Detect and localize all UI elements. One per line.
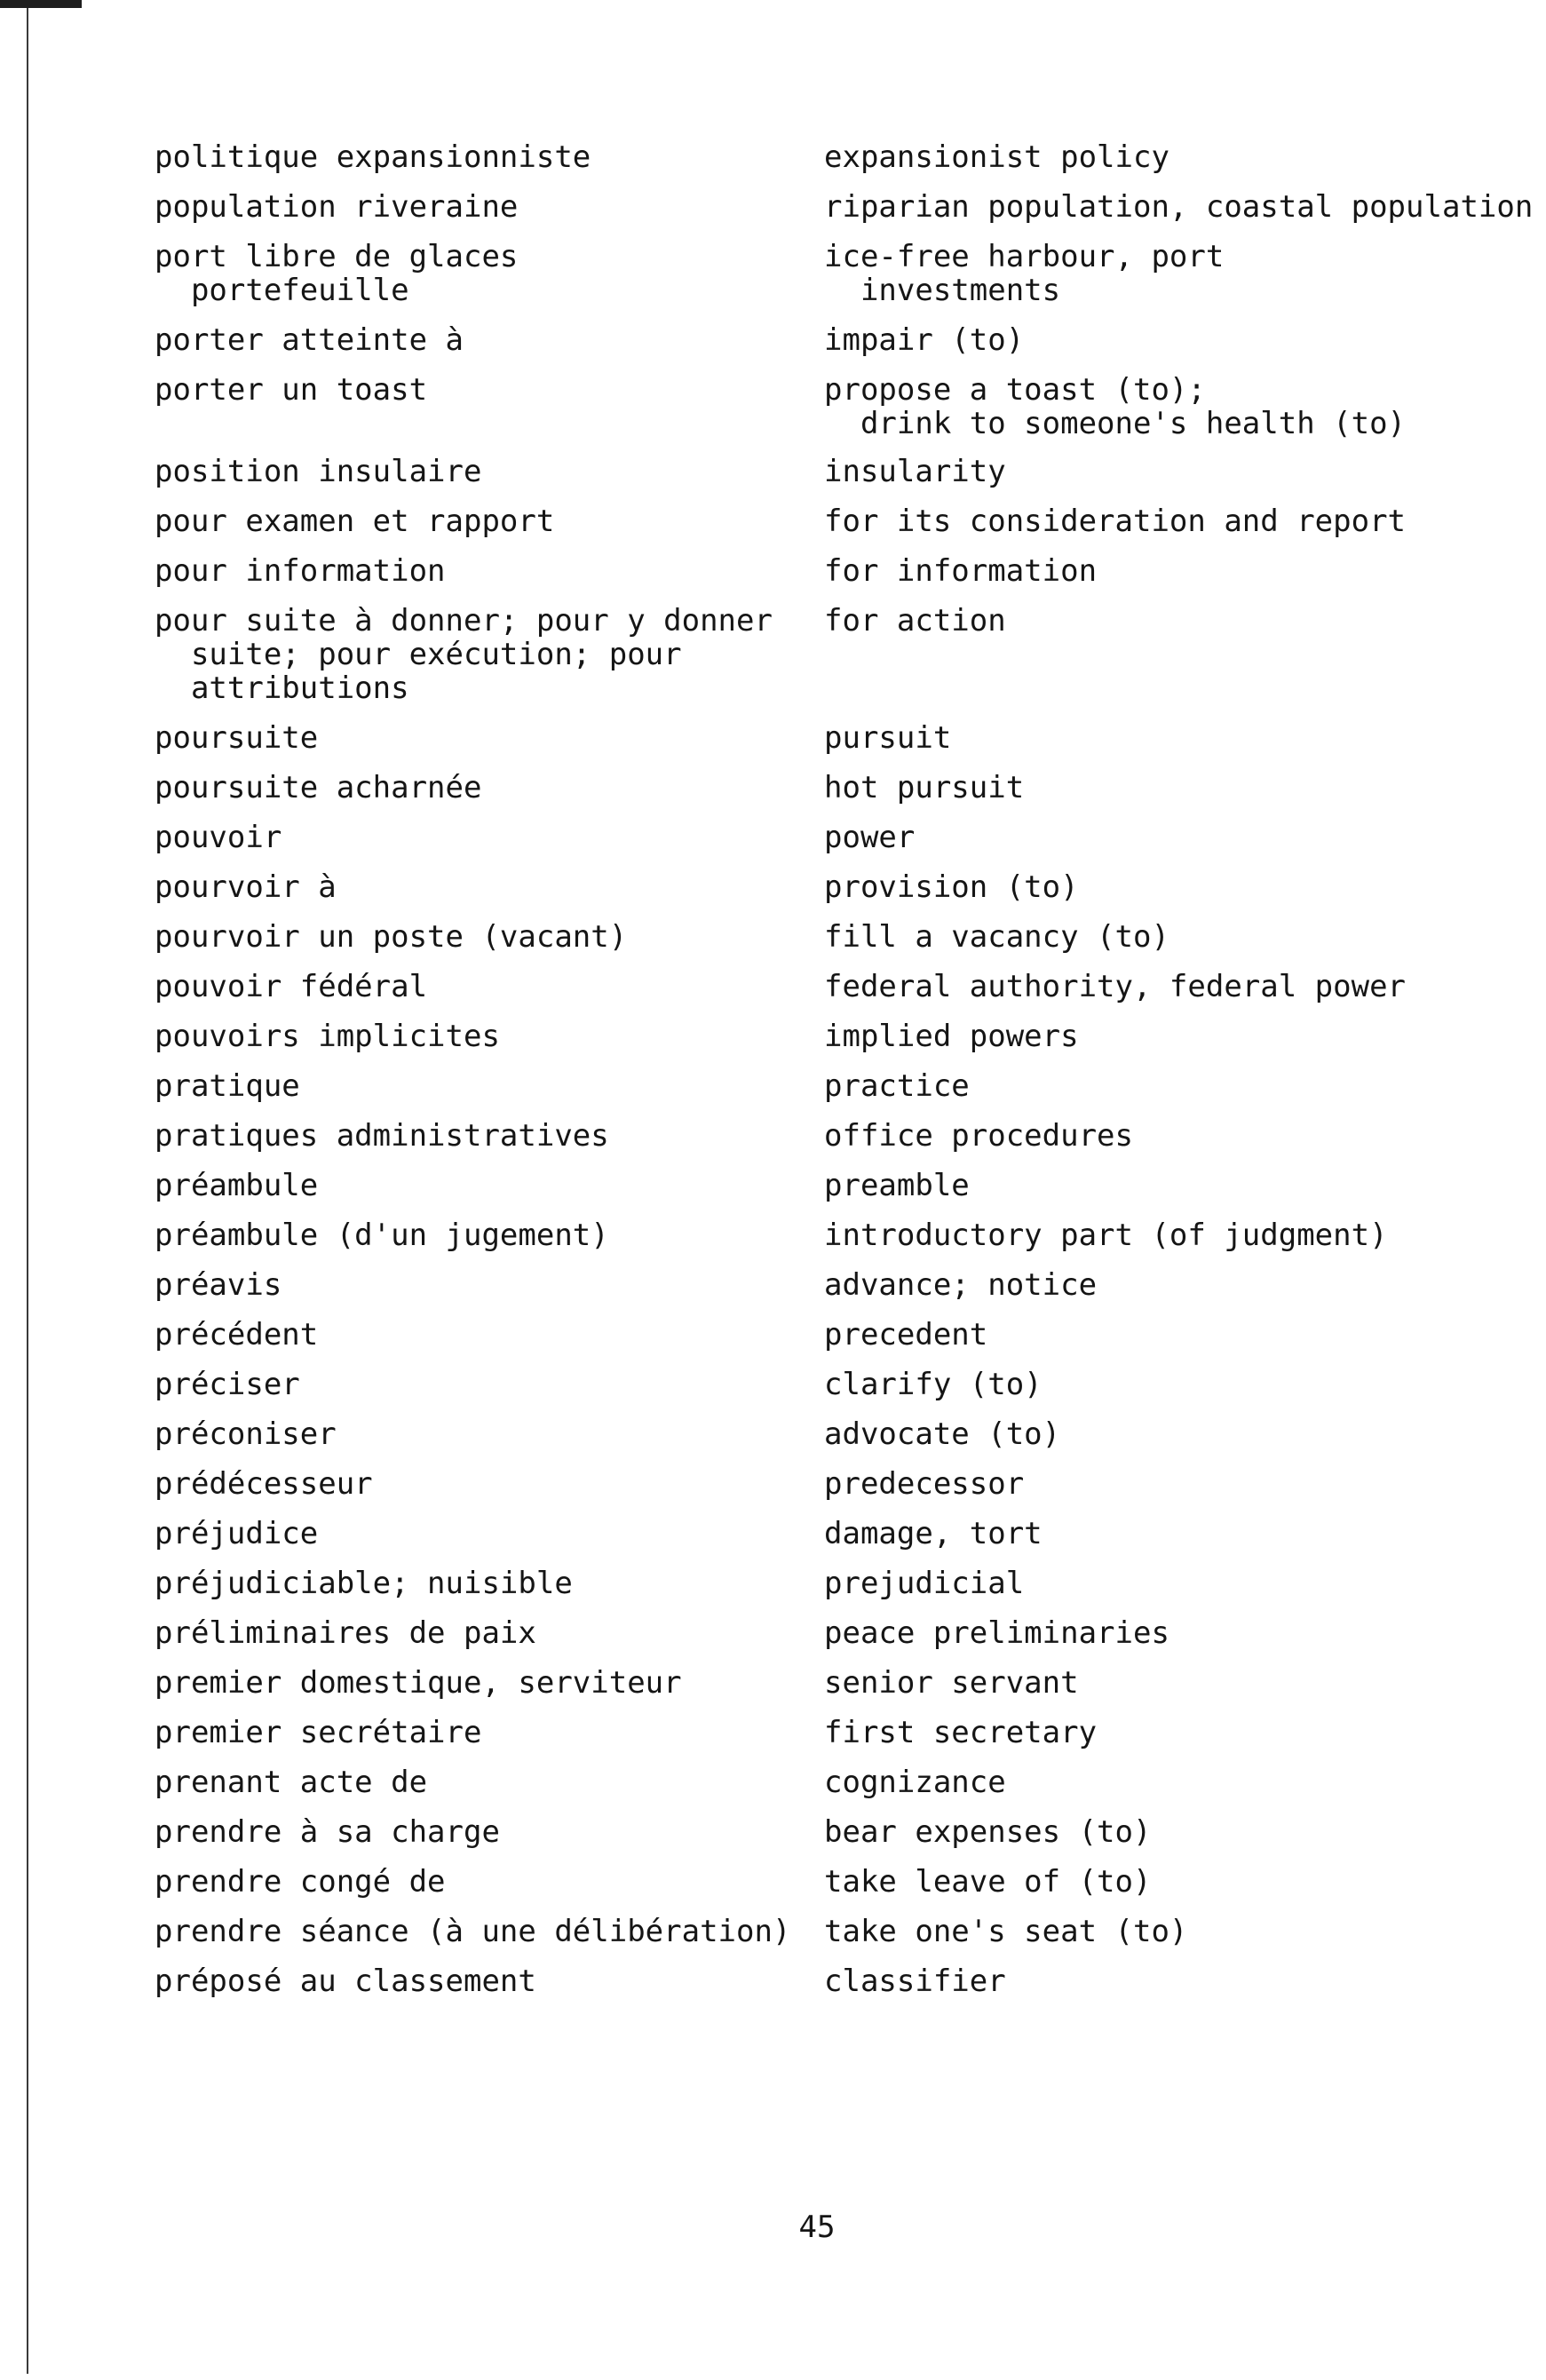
french-term: pouvoir (155, 820, 282, 855)
english-translation: pursuit (824, 720, 952, 756)
english-translation: preamble (824, 1168, 970, 1203)
english-translation: cognizance (824, 1765, 1006, 1800)
english-translation: clarify (to) (824, 1367, 1043, 1402)
french-term: prenant acte de (155, 1765, 428, 1800)
english-translation: first secretary (824, 1715, 1098, 1750)
english-translation: bear expenses (to) (824, 1814, 1152, 1850)
french-term: prédécesseur (155, 1466, 373, 1502)
french-term: prendre séance (à une délibération) (155, 1914, 791, 1949)
english-translation: hot pursuit (824, 770, 1025, 805)
english-translation: provision (to) (824, 869, 1079, 905)
french-term: poursuite acharnée (155, 770, 482, 805)
french-term: prendre à sa charge (155, 1814, 500, 1850)
english-translation: damage, tort (824, 1516, 1043, 1551)
french-term: préciser (155, 1367, 300, 1402)
english-translation: predecessor (824, 1466, 1025, 1502)
french-term: politique expansionniste (155, 139, 591, 175)
french-term: précédent (155, 1317, 319, 1353)
english-translation: prejudicial (824, 1566, 1025, 1601)
english-translation: expansionist policy (824, 139, 1169, 175)
english-translation: for action (824, 603, 1006, 639)
english-translation: federal authority, federal power (824, 969, 1407, 1004)
english-translation: take one's seat (to) (824, 1914, 1188, 1949)
french-term: pratiques administratives (155, 1118, 609, 1154)
french-term: préjudiciable; nuisible (155, 1566, 573, 1601)
english-translation: peace preliminaries (824, 1615, 1169, 1651)
english-translation: ice-free harbour, port investments (824, 239, 1225, 308)
english-translation: impair (to) (824, 322, 1025, 358)
page-number: 45 (798, 2209, 836, 2245)
french-term: porter un toast (155, 372, 428, 408)
french-term: prendre congé de (155, 1864, 446, 1900)
english-translation: fill a vacancy (to) (824, 919, 1169, 955)
french-term: préjudice (155, 1516, 319, 1551)
french-term: préconiser (155, 1416, 337, 1452)
english-translation: propose a toast (to); drink to someone's health (to) (824, 372, 1407, 441)
french-term: pour examen et rapport (155, 504, 555, 539)
english-translation: for its consideration and report (824, 504, 1407, 539)
english-translation: introductory part (of judgment) (824, 1218, 1388, 1253)
english-translation: insularity (824, 454, 1006, 489)
english-translation: advocate (to) (824, 1416, 1061, 1452)
french-term: position insulaire (155, 454, 482, 489)
french-term: pourvoir un poste (vacant) (155, 919, 628, 955)
french-term: population riveraine (155, 189, 519, 225)
english-translation: practice (824, 1068, 970, 1104)
french-term: premier domestique, serviteur (155, 1665, 682, 1701)
french-term: pourvoir à (155, 869, 337, 905)
french-term: préliminaires de paix (155, 1615, 536, 1651)
english-translation: classifier (824, 1964, 1006, 1999)
english-translation: take leave of (to) (824, 1864, 1152, 1900)
english-translation: advance; notice (824, 1267, 1098, 1303)
french-term: poursuite (155, 720, 319, 756)
french-term: premier secrétaire (155, 1715, 482, 1750)
french-term: pour suite à donner; pour y donner suite; pour exécution; pour attributions (155, 603, 773, 706)
french-term: préambule (155, 1168, 319, 1203)
english-translation: for information (824, 553, 1098, 589)
french-term: pour information (155, 553, 446, 589)
english-translation: precedent (824, 1317, 988, 1353)
french-term: préavis (155, 1267, 282, 1303)
english-translation: riparian population, coastal population (824, 189, 1534, 225)
french-term: pouvoir fédéral (155, 969, 428, 1004)
english-translation: senior servant (824, 1665, 1079, 1701)
french-term: pratique (155, 1068, 300, 1104)
english-translation: power (824, 820, 916, 855)
french-term: port libre de glaces portefeuille (155, 239, 519, 308)
french-term: porter atteinte à (155, 322, 464, 358)
french-term: préambule (d'un jugement) (155, 1218, 609, 1253)
french-term: préposé au classement (155, 1964, 536, 1999)
english-translation: implied powers (824, 1019, 1079, 1054)
english-translation: office procedures (824, 1118, 1133, 1154)
french-term: pouvoirs implicites (155, 1019, 500, 1054)
